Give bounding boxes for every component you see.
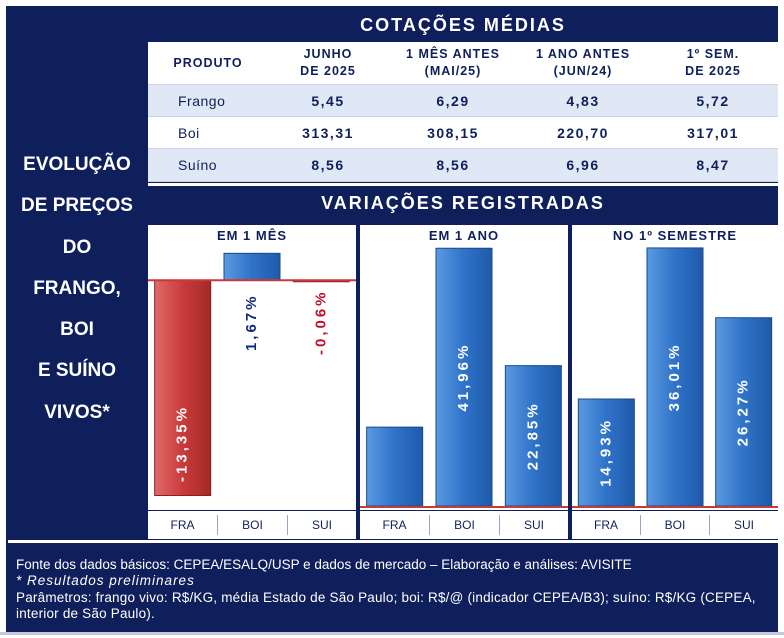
- header-cotacoes: COTAÇÕES MÉDIAS: [148, 8, 778, 42]
- x-axis-1ano: [360, 511, 568, 539]
- footer-source: Fonte dos dados básicos: CEPEA/ESALQ/USP e dados de mercado – Elaboração e análises: AVISITE: [16, 557, 632, 572]
- col-header-1ano: 1 ANO ANTES (JUN/24): [535, 47, 631, 78]
- x-tick-label: FRA: [594, 518, 618, 532]
- left-title-line: FRANGO,: [33, 277, 121, 299]
- row-value: 317,01: [687, 125, 739, 141]
- bar-chart-1mes: [148, 246, 356, 510]
- col-header-1sem: 1º SEM. DE 2025: [685, 47, 741, 78]
- header-variacoes: VARIAÇÕES REGISTRADAS: [148, 183, 778, 224]
- footer: [8, 540, 778, 635]
- left-title-line: DE PREÇOS: [21, 195, 133, 217]
- x-axis-1mes: [148, 511, 356, 539]
- row-value: 220,70: [557, 125, 609, 141]
- bottom-stripe: [0, 632, 784, 635]
- table-header-row: [148, 42, 778, 84]
- row-value: 6,29: [436, 93, 470, 109]
- left-panel: [8, 8, 146, 540]
- data-label-fra: 14,93%: [597, 418, 615, 487]
- x-axis-1sem: [572, 511, 778, 539]
- table-row: [148, 116, 778, 149]
- row-value: 4,83: [566, 93, 600, 109]
- row-value: 313,31: [302, 125, 354, 141]
- x-tick-label: SUI: [311, 518, 332, 532]
- row-name: Boi: [178, 125, 200, 141]
- col-header-produto: PRODUTO: [173, 55, 243, 70]
- row-value: 6,96: [566, 157, 600, 173]
- chart-title-1sem: NO 1º SEMESTRE: [572, 225, 778, 246]
- row-value: 308,15: [427, 125, 479, 141]
- left-title-line: E SUÍNO: [37, 360, 117, 382]
- chart-title-1ano: EM 1 ANO: [360, 225, 568, 246]
- footer-parameters: Parâmetros: frango vivo: R$/KG, média Estado de São Paulo; boi: R$/@ (indicador CEPEA/B3); suíno: R$/KG (CEPEA, interior de São Paulo).: [16, 590, 756, 621]
- row-value: 8,47: [696, 157, 730, 173]
- bar-boi: [224, 253, 280, 280]
- x-tick-label: FRA: [170, 518, 195, 532]
- x-tick-label: SUI: [523, 518, 544, 532]
- x-tick-label: FRA: [382, 518, 407, 532]
- x-tick-label: BOI: [664, 518, 686, 532]
- row-value: 5,72: [696, 93, 730, 109]
- row-name: Suíno: [178, 157, 218, 173]
- data-label-boi: 1,67%: [242, 293, 260, 352]
- data-label-sui: 22,85%: [524, 401, 542, 471]
- data-label-sui: 26,27%: [734, 377, 752, 447]
- left-title-line: EVOLUÇÃO: [23, 154, 131, 175]
- bar-chart-1sem: [572, 246, 778, 510]
- data-label-boi: 41,96%: [454, 342, 472, 412]
- x-tick-label: BOI: [242, 518, 263, 532]
- left-title-line: VIVOS*: [44, 401, 110, 423]
- bar-chart-1ano: [360, 246, 568, 510]
- price-table: [148, 42, 778, 183]
- col-header-junho: JUNHO DE 2025: [300, 47, 356, 78]
- left-title-line: DO: [62, 236, 92, 258]
- footer-note: * Resultados preliminares: [16, 573, 195, 588]
- x-tick-label: SUI: [733, 518, 754, 532]
- chart-plot-1ano: [360, 246, 568, 510]
- chart-plot-1sem: [572, 246, 778, 510]
- chart-title-1mes: EM 1 MÊS: [148, 225, 356, 246]
- left-title: [8, 144, 146, 433]
- bar-fra: [367, 427, 423, 506]
- col-header-1mes: 1 MÊS ANTES (MAI/25): [406, 47, 500, 78]
- x-tick-label: BOI: [454, 518, 475, 532]
- data-label-boi: 36,01%: [665, 342, 683, 412]
- table-row: [148, 84, 778, 117]
- table-row: [148, 148, 778, 182]
- data-label-fra: -13,35%: [173, 405, 191, 482]
- data-label-sui: -0,06%: [312, 289, 330, 356]
- row-name: Frango: [178, 93, 226, 109]
- left-title-line: BOI: [60, 319, 94, 341]
- row-value: 8,56: [436, 157, 470, 173]
- chart-plot-1mes: [148, 246, 356, 510]
- row-value: 5,45: [311, 93, 345, 109]
- row-value: 8,56: [311, 157, 345, 173]
